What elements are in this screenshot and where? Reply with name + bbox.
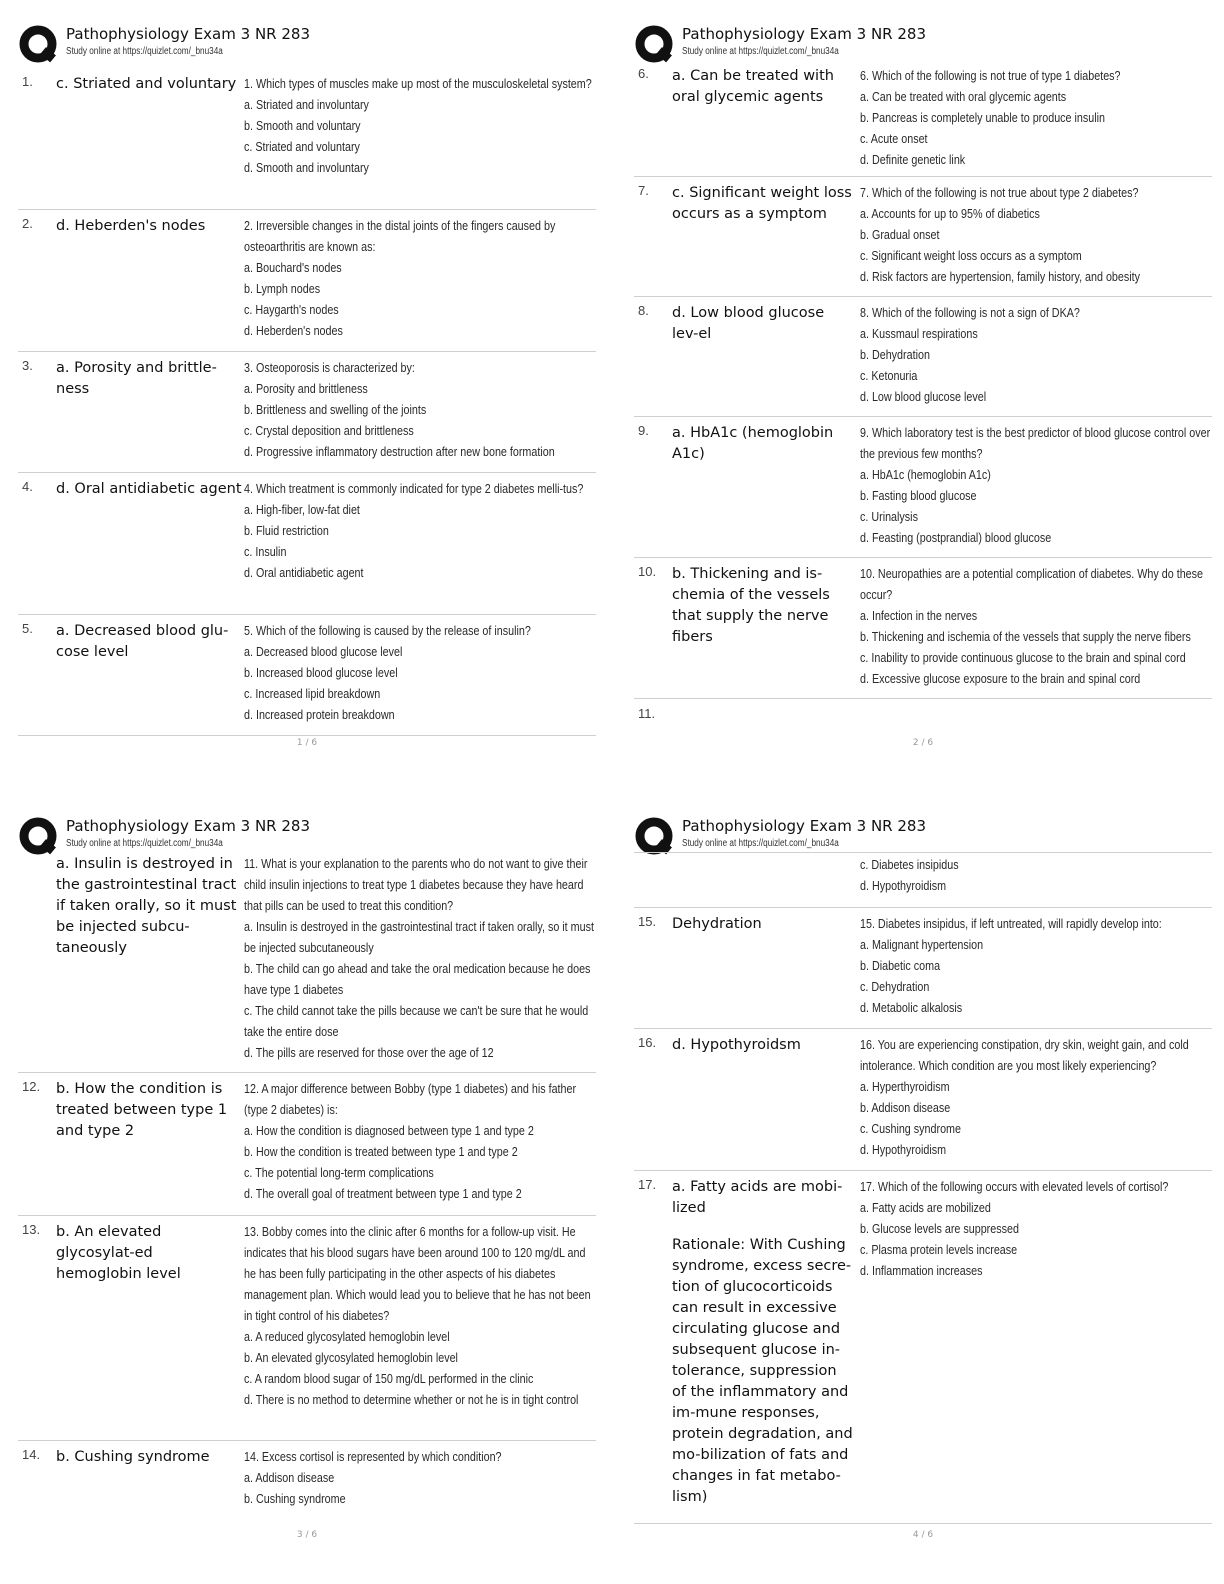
question <box>244 479 597 584</box>
question-stem: 17. Which of the following occurs with elevated levels of cortisol? <box>860 1180 1169 1194</box>
item-number: 3. <box>22 358 33 373</box>
option: c. Crystal deposition and brittleness <box>244 424 414 438</box>
question <box>244 1447 597 1510</box>
answer: a. Fatty acids are mobi-lized <box>672 1179 843 1216</box>
question <box>860 914 1213 1019</box>
answer: a. Insulin is destroyed in the gastrointestinal tract if taken orally, so it must be injected subcu-taneously <box>56 856 237 956</box>
question <box>860 564 1213 690</box>
option: c. Significant weight loss occurs as a symptom <box>860 249 1082 263</box>
item-number: 11. <box>638 706 656 721</box>
question-stem: 3. Osteoporosis is characterized by: <box>244 361 415 375</box>
qa-row <box>634 1029 1212 1171</box>
question-stem: 9. Which laboratory test is the best predictor of blood glucose control over the previous few months? <box>860 426 1211 461</box>
option: b. Pancreas is completely unable to produce insulin <box>860 111 1106 125</box>
option: c. Cushing syndrome <box>860 1122 961 1136</box>
question-stem: 11. What is your explanation to the parents who do not want to give their child insulin injections to treat type 1 diabetes because they have heard that pills can be used to treat this condition? <box>244 857 588 913</box>
doc-subtitle: Study online at https://quizlet.com/_bnu34a <box>682 838 839 849</box>
option: c. Increased lipid breakdown <box>244 687 381 701</box>
answer: d. Heberden's nodes <box>56 218 206 234</box>
option: d. Oral antidiabetic agent <box>244 566 364 580</box>
question-stem: 14. Excess cortisol is represented by which condition? <box>244 1450 502 1464</box>
option: b. Fasting blood glucose <box>860 489 977 503</box>
item-number: 14. <box>22 1447 41 1462</box>
option: a. Malignant hypertension <box>860 938 984 952</box>
qa-list <box>634 60 1212 699</box>
question-stem: 13. Bobby comes into the clinic after 6 months for a follow-up visit. He indicates that his blood sugars have been around 100 to 120 mg/dL and he has been fully participating in the other aspects of his diabetes management plan. Which would lead you to believe that he has not been in tight control of his diabetes? <box>244 1225 591 1323</box>
option: a. High-fiber, low-fat diet <box>244 503 360 517</box>
option: c. Inability to provide continuous glucose to the brain and spinal cord <box>860 651 1186 665</box>
answer: a. Porosity and brittle-ness <box>56 360 217 397</box>
question <box>244 854 597 1064</box>
option: b. The child can go ahead and take the oral medication because he does have type 1 diabetes <box>244 962 591 997</box>
page-header <box>18 22 613 68</box>
question-stem: 1. Which types of muscles make up most of the musculoskeletal system? <box>244 77 592 91</box>
option: c. The potential long-term complications <box>244 1166 434 1180</box>
answer: b. An elevated glycosylat-ed hemoglobin level <box>56 1224 181 1282</box>
option: d. The overall goal of treatment between type 1 and type 2 <box>244 1187 522 1201</box>
doc-title: Pathophysiology Exam 3 NR 283 <box>682 25 926 43</box>
qa-row <box>18 1441 596 1519</box>
qa-row <box>18 615 596 736</box>
option: d. The pills are reserved for those over the age of 12 <box>244 1046 494 1060</box>
qa-row <box>18 68 596 210</box>
answer: a. Decreased blood glu-cose level <box>56 623 229 660</box>
doc-title: Pathophysiology Exam 3 NR 283 <box>66 817 310 835</box>
question-stem: 8. Which of the following is not a sign of DKA? <box>860 306 1080 320</box>
page-4 <box>634 814 1224 1574</box>
question <box>860 855 1213 897</box>
question-stem: 2. Irreversible changes in the distal joints of the fingers caused by osteoarthritis are known as: <box>244 219 556 254</box>
doc-subtitle: Study online at https://quizlet.com/_bnu34a <box>682 46 839 57</box>
option: a. Accounts for up to 95% of diabetics <box>860 207 1040 221</box>
page-1 <box>18 22 613 782</box>
qa-row <box>18 1216 596 1441</box>
qa-row <box>634 853 1212 908</box>
page-number: 4 / 6 <box>912 1530 934 1540</box>
option: c. Urinalysis <box>860 510 918 524</box>
option: b. Dehydration <box>860 348 930 362</box>
question <box>860 66 1213 171</box>
option: b. Cushing syndrome <box>244 1492 346 1506</box>
item-number: 7. <box>638 183 649 198</box>
doc-subtitle: Study online at https://quizlet.com/_bnu34a <box>66 46 223 57</box>
option: a. Infection in the nerves <box>860 609 978 623</box>
option: b. Lymph nodes <box>244 282 321 296</box>
option: d. There is no method to determine whether or not he is in tight control <box>244 1393 579 1407</box>
option: c. The child cannot take the pills because we can't be sure that he would take the entire dose <box>244 1004 589 1039</box>
option: a. Kussmaul respirations <box>860 327 978 341</box>
page-number: 1 / 6 <box>296 738 318 748</box>
answer: b. Cushing syndrome <box>56 1449 210 1465</box>
option: b. How the condition is treated between type 1 and type 2 <box>244 1145 518 1159</box>
option: c. Haygarth's nodes <box>244 303 339 317</box>
option: b. Diabetic coma <box>860 959 941 973</box>
option: d. Risk factors are hypertension, family history, and obesity <box>860 270 1141 284</box>
option: a. How the condition is diagnosed between type 1 and type 2 <box>244 1124 534 1138</box>
option: b. An elevated glycosylated hemoglobin level <box>244 1351 458 1365</box>
qa-row <box>634 417 1212 558</box>
option: c. Dehydration <box>860 980 930 994</box>
option: a. Porosity and brittleness <box>244 382 368 396</box>
item-number: 1. <box>22 74 33 89</box>
question <box>244 358 597 463</box>
quizlet-logo-icon <box>634 816 674 856</box>
option: d. Smooth and involuntary <box>244 161 369 175</box>
qa-row <box>18 473 596 615</box>
qa-row <box>634 558 1212 699</box>
option: c. Plasma protein levels increase <box>860 1243 1018 1257</box>
option: d. Metabolic alkalosis <box>860 1001 963 1015</box>
question-stem: 6. Which of the following is not true of type 1 diabetes? <box>860 69 1121 83</box>
option: a. Decreased blood glucose level <box>244 645 403 659</box>
item-number: 13. <box>22 1222 41 1237</box>
rationale: Rationale: With Cushing syndrome, excess secre-tion of glucocorticoids can result in excessive circulating glucose and subsequent glucose in-tolerance, suppression of the inflammatory and im-mune responses, protein degradation, and mo-bilization of fats and changes in fat metabo-lism) <box>672 1237 853 1505</box>
item-number: 8. <box>638 303 649 318</box>
qa-list <box>18 68 596 736</box>
qa-row <box>18 352 596 473</box>
option: b. Gradual onset <box>860 228 940 242</box>
question <box>860 183 1213 288</box>
option: c. Striated and voluntary <box>244 140 360 154</box>
question <box>860 303 1213 408</box>
item-number: 5. <box>22 621 33 636</box>
answer: c. Striated and voluntary <box>56 76 237 92</box>
option: b. Smooth and voluntary <box>244 119 361 133</box>
option: a. Hyperthyroidism <box>860 1080 950 1094</box>
doc-subtitle: Study online at https://quizlet.com/_bnu34a <box>66 838 223 849</box>
question-stem: 10. Neuropathies are a potential complication of diabetes. Why do these occur? <box>860 567 1204 602</box>
answer: b. Thickening and is-chemia of the vessels that supply the nerve fibers <box>672 566 830 645</box>
page-number: 3 / 6 <box>296 1530 318 1540</box>
option: b. Brittleness and swelling of the joints <box>244 403 427 417</box>
option: c. Acute onset <box>860 132 928 146</box>
question <box>244 74 597 179</box>
page-2 <box>634 22 1224 782</box>
doc-title: Pathophysiology Exam 3 NR 283 <box>682 817 926 835</box>
qa-list <box>18 850 596 1519</box>
item-number: 17. <box>638 1177 657 1192</box>
option: d. Hypothyroidism <box>860 1143 947 1157</box>
option: a. Insulin is destroyed in the gastrointestinal tract if taken orally, so it must be injected subcutaneously <box>244 920 594 955</box>
option: d. Hypothyroidism <box>860 879 947 893</box>
item-number: 6. <box>638 66 649 81</box>
answer: d. Hypothyroidsm <box>672 1037 801 1053</box>
question-stem: 4. Which treatment is commonly indicated for type 2 diabetes melli-tus? <box>244 482 584 496</box>
option: a. Can be treated with oral glycemic agents <box>860 90 1067 104</box>
qa-row <box>634 177 1212 297</box>
item-number: 9. <box>638 423 649 438</box>
option: d. Low blood glucose level <box>860 390 987 404</box>
item-number: 2. <box>22 216 33 231</box>
qa-row <box>634 1171 1212 1524</box>
quizlet-logo-icon <box>634 24 674 64</box>
option: c. Ketonuria <box>860 369 918 383</box>
qa-list <box>634 852 1212 1524</box>
option: b. Fluid restriction <box>244 524 329 538</box>
qa-row <box>634 908 1212 1029</box>
qa-row <box>634 297 1212 417</box>
question <box>860 1177 1213 1282</box>
option: c. Insulin <box>244 545 287 559</box>
doc-title: Pathophysiology Exam 3 NR 283 <box>66 25 310 43</box>
answer: Dehydration <box>672 916 762 932</box>
option: a. Fatty acids are mobilized <box>860 1201 991 1215</box>
option: d. Progressive inflammatory destruction after new bone formation <box>244 445 555 459</box>
question <box>244 216 597 342</box>
option: d. Definite genetic link <box>860 153 966 167</box>
option: c. A random blood sugar of 150 mg/dL performed in the clinic <box>244 1372 534 1386</box>
question <box>244 1079 597 1205</box>
question-stem: 15. Diabetes insipidus, if left untreated, will rapidly develop into: <box>860 917 1162 931</box>
page-3 <box>18 814 613 1574</box>
item-number: 10. <box>638 564 657 579</box>
answer: d. Oral antidiabetic agent <box>56 481 242 497</box>
qa-row <box>18 1073 596 1216</box>
question-stem: 16. You are experiencing constipation, dry skin, weight gain, and cold intolerance. Which condition are you most likely experiencing? <box>860 1038 1189 1073</box>
item-number: 15. <box>638 914 657 929</box>
answer: c. Significant weight loss occurs as a symptom <box>672 185 852 222</box>
option: d. Heberden's nodes <box>244 324 343 338</box>
option: a. Striated and involuntary <box>244 98 369 112</box>
option: d. Increased protein breakdown <box>244 708 395 722</box>
answer: b. How the condition is treated between type 1 and type 2 <box>56 1081 228 1139</box>
item-number: 12. <box>22 1079 41 1094</box>
option: a. Bouchard's nodes <box>244 261 342 275</box>
qa-row <box>18 850 596 1073</box>
option: a. A reduced glycosylated hemoglobin level <box>244 1330 450 1344</box>
option: a. HbA1c (hemoglobin A1c) <box>860 468 991 482</box>
answer: a. HbA1c (hemoglobin A1c) <box>672 425 834 462</box>
option: b. Increased blood glucose level <box>244 666 398 680</box>
option: d. Excessive glucose exposure to the brain and spinal cord <box>860 672 1141 686</box>
page-number: 2 / 6 <box>912 738 934 748</box>
answer: a. Can be treated with oral glycemic agents <box>672 68 834 105</box>
qa-row <box>18 210 596 352</box>
item-number: 16. <box>638 1035 657 1050</box>
option: b. Glucose levels are suppressed <box>860 1222 1019 1236</box>
question-stem: 7. Which of the following is not true about type 2 diabetes? <box>860 186 1139 200</box>
qa-row <box>634 60 1212 177</box>
question <box>244 621 597 726</box>
answer: d. Low blood glucose lev-el <box>672 305 825 342</box>
question <box>860 423 1213 549</box>
option: d. Feasting (postprandial) blood glucose <box>860 531 1052 545</box>
question <box>244 1222 597 1411</box>
question-stem: 12. A major difference between Bobby (type 1 diabetes) and his father (type 2 diabetes) is: <box>244 1082 577 1117</box>
question-stem: 5. Which of the following is caused by the release of insulin? <box>244 624 531 638</box>
option: b. Thickening and ischemia of the vessels that supply the nerve fibers <box>860 630 1191 644</box>
question <box>860 1035 1213 1161</box>
item-number: 4. <box>22 479 33 494</box>
option: b. Addison disease <box>860 1101 951 1115</box>
option: d. Inflammation increases <box>860 1264 983 1278</box>
option: a. Addison disease <box>244 1471 335 1485</box>
quizlet-logo-icon <box>18 24 58 64</box>
option: c. Diabetes insipidus <box>860 858 959 872</box>
